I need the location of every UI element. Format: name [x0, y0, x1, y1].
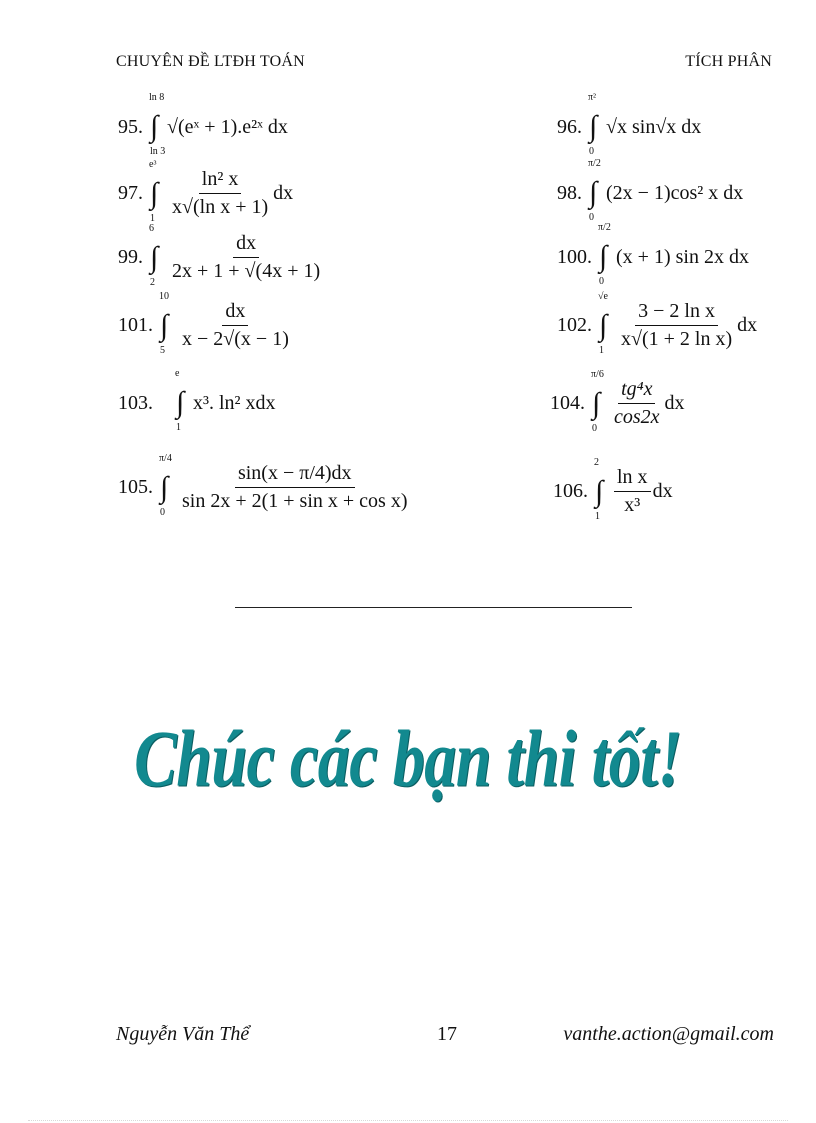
- integrand: √(eˣ + 1).e²ˣ dx: [167, 115, 288, 138]
- problem-96: [557, 92, 702, 157]
- footer-author: Nguyễn Văn Thể: [116, 1023, 250, 1045]
- fraction: $\frac{dx}{x - 2√(x - 1)}$: [182, 300, 289, 350]
- problem-number: 97.: [118, 182, 143, 204]
- fraction: $\frac{\text{ln x}}{\text{x³}}$: [614, 466, 651, 517]
- problem-100: [557, 222, 749, 287]
- problem-103: [118, 368, 276, 433]
- problem-number: 101.: [118, 314, 153, 336]
- fraction: $\frac{dx}{2x + 1 + √(4x + 1)}$: [172, 232, 321, 282]
- problem-number: 95.: [118, 115, 143, 138]
- differential: dx: [664, 392, 685, 414]
- integral-sign: ∫ π/2 0: [588, 158, 601, 223]
- fraction: $\frac{\sin(x - \pi/4)dx}{\text{sin 2x + 2(1 + sin x + cos x)}}$: [182, 462, 408, 512]
- integrand: √x sin√x dx: [606, 115, 702, 138]
- integrand: x³. ln² xdx: [193, 391, 276, 414]
- fraction: $\frac{\text{tg⁴x}}{\cos 2x}$: [614, 378, 660, 428]
- integral-sign: ∫ π/2 0: [598, 222, 611, 287]
- problem-104: [550, 368, 685, 434]
- problem-106: [553, 456, 673, 522]
- integral-sign: ∫ 10 5: [159, 290, 169, 356]
- problem-number: 105.: [118, 476, 153, 498]
- integral-sign: ∫ π² 0: [588, 92, 598, 157]
- integral-sign: ∫ π/4 0: [159, 452, 172, 518]
- problem-number: 104.: [550, 392, 585, 414]
- problem-105: [118, 452, 413, 518]
- integral-sign: ∫ 6 2: [149, 222, 159, 288]
- differential: dx: [273, 182, 294, 204]
- problem-number: 96.: [557, 115, 582, 138]
- problem-number: 103.: [118, 391, 153, 414]
- footer-email: vanthe.action@gmail.com: [563, 1023, 774, 1045]
- problem-number: 106.: [553, 480, 588, 502]
- problem-number: 98.: [557, 181, 582, 204]
- fraction: $\frac{\text{3 − 2 ln x}}{\text{x√(1 + 2 ln x)}}$: [621, 300, 733, 350]
- closing-wordart: Chúc các bạn thi tốt!: [134, 714, 682, 803]
- differential: dx: [652, 480, 673, 502]
- integral-sign: ∫ √e 1: [598, 290, 608, 356]
- problem-number: 100.: [557, 245, 592, 268]
- problem-95: [118, 92, 288, 157]
- header-left: CHUYÊN ĐỀ LTĐH TOÁN: [116, 53, 305, 70]
- integrand: (x + 1) sin 2x dx: [616, 245, 749, 268]
- divider-line: [235, 607, 632, 608]
- differential: dx: [737, 314, 758, 336]
- integral-sign: ∫ ln 8 ln 3: [149, 92, 166, 157]
- header-right: TÍCH PHÂN: [685, 53, 772, 70]
- problem-99: [118, 222, 325, 288]
- integral-sign: ∫ e³ 1: [149, 158, 159, 224]
- problem-number: 99.: [118, 246, 143, 268]
- problem-98: [557, 158, 744, 223]
- integral-sign: ∫ e 1: [175, 368, 185, 433]
- footer-page-number: 17: [437, 1023, 457, 1045]
- problem-102: [557, 290, 758, 356]
- problem-101: [118, 290, 294, 356]
- page-edge-dotted-line: [28, 1120, 788, 1121]
- integrand: (2x − 1)cos² x dx: [606, 181, 744, 204]
- integral-sign: ∫ π/6 0: [591, 368, 604, 434]
- fraction: $\frac{\text{ln² x}}{\text{x√(ln x + 1)}}$: [172, 168, 269, 218]
- problem-number: 102.: [557, 314, 592, 336]
- problem-97: [118, 158, 294, 224]
- integral-sign: ∫ 2 1: [594, 456, 604, 522]
